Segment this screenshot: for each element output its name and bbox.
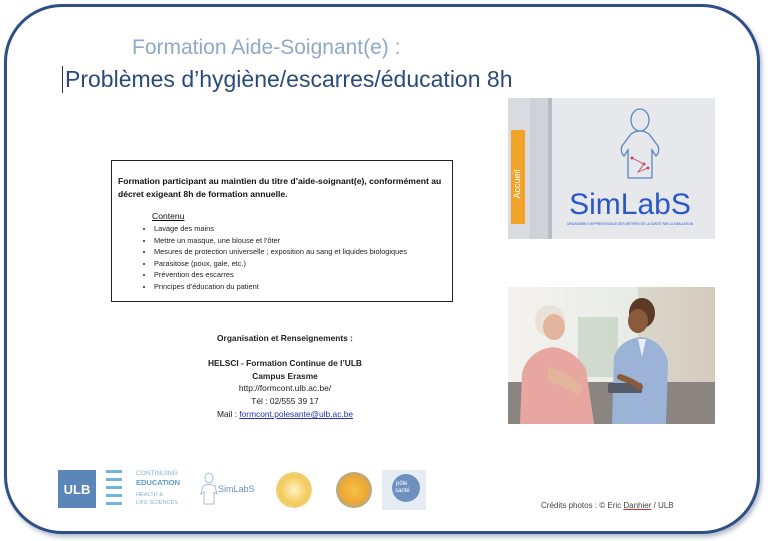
list-item: • Mesures de protection universelle ; exposition au sang et liquides biologiques xyxy=(154,246,444,258)
credits-suffix: / ULB xyxy=(651,501,674,510)
credits-prefix: Crédits photos : © Eric xyxy=(541,501,624,510)
credits-name: Danhier xyxy=(623,501,652,510)
sante-text: santé xyxy=(395,488,410,494)
organisation-name: HELSCI - Formation Continue de l’ULB xyxy=(207,357,362,368)
mail-label: Mail : xyxy=(216,408,240,419)
info-box xyxy=(111,160,453,302)
ce-bars-icon xyxy=(106,470,122,510)
photo-credits xyxy=(541,501,674,510)
simlabs-sign: SimLabS xyxy=(569,188,691,221)
ce-line-1: CONTINUING xyxy=(136,470,178,477)
orange-circle-logo xyxy=(276,472,312,508)
info-intro: Formation participant au maintien du titre d’aide-soignant(e), conformément au décret exigeant 8h de formation annuelle. xyxy=(118,176,442,199)
simlabs-photo-graphic xyxy=(508,98,715,239)
title-line-2: Problèmes d’hygiène/escarres/éducation 8h xyxy=(62,66,513,93)
organisation-mail-line xyxy=(170,408,400,421)
list-item: • Prévention des escarres xyxy=(154,269,444,281)
ce-line-4: LIFE SCIENCES xyxy=(136,500,178,506)
ce-line-3: HEALTH & xyxy=(136,492,163,498)
accueil-sign: Accueil xyxy=(512,169,522,199)
list-item: • Parasitose (poux, gale, etc.) xyxy=(154,258,444,270)
mail-link[interactable]: formcont.polesante@ulb.ac.be xyxy=(239,408,354,419)
simlabs-photo xyxy=(508,98,715,239)
organisation-block xyxy=(170,332,400,421)
organisation-url[interactable]: http://formcont.ulb.ac.be/ xyxy=(238,383,332,394)
simlabs-logo xyxy=(196,470,266,510)
organisation-heading: Organisation et Renseignements : xyxy=(217,333,353,343)
list-item: • Principes d’éducation du patient xyxy=(154,281,444,293)
title-line-1: Formation Aide-Soignant(e) : xyxy=(132,36,401,59)
contenu-list xyxy=(118,223,444,293)
list-item: • Lavage des mains xyxy=(154,223,444,235)
pole-sante-logo xyxy=(382,470,426,510)
simlabs-figure-icon xyxy=(198,470,220,510)
nurse-patient-photo xyxy=(508,287,715,424)
simlabs-logo-text: SimLabS xyxy=(218,484,255,494)
organisation-campus: Campus Erasme xyxy=(252,370,318,381)
contenu-title: Contenu xyxy=(152,211,185,221)
ulb-logo: ULB xyxy=(58,470,96,508)
crea-logo xyxy=(336,472,372,508)
ce-line-2: EDUCATION xyxy=(136,478,181,487)
list-item: • Mettre un masque, une blouse et l’ôter xyxy=(154,235,444,247)
nurse-photo-graphic xyxy=(508,287,715,424)
simlabs-subtitle: ORGANISME D'APPRENTISSAGE DES MÉTIERS DE LA SANTÉ PAR LA SIMULATION xyxy=(566,222,694,226)
pole-text: pôle xyxy=(396,481,408,487)
continuing-education-logo xyxy=(106,468,194,512)
organisation-phone: Tél : 02/555 39 17 xyxy=(251,396,319,407)
